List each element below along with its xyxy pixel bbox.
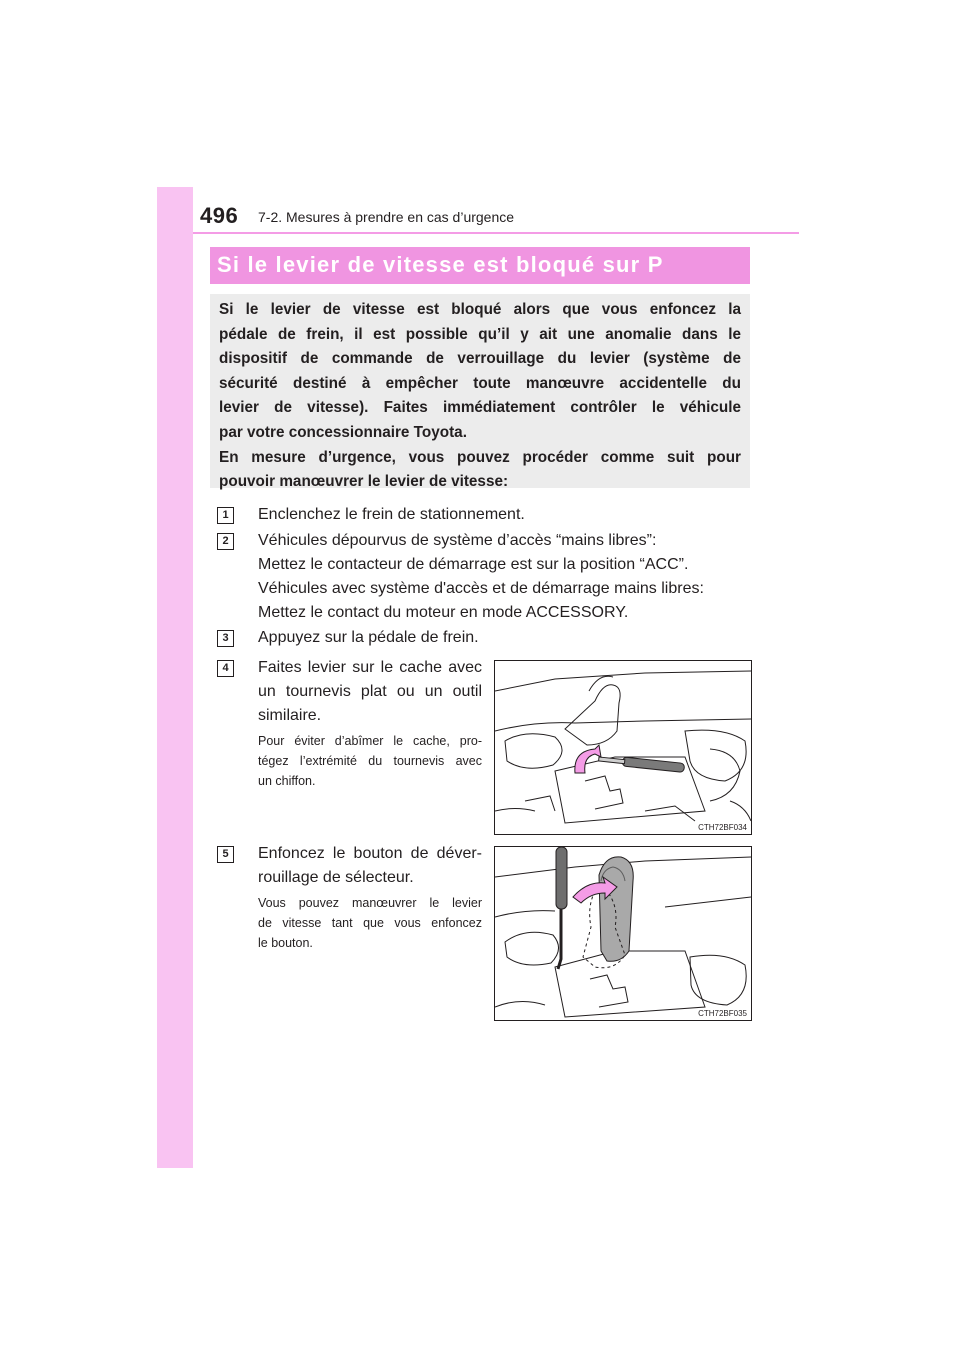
step-5-line: rouillage de sélecteur. — [258, 869, 414, 886]
intro-line: dispositif de commande de verrouillage du levier (système de — [219, 350, 741, 368]
step-2-line: Mettez le contacteur de démarrage est sur la position “ACC”. — [258, 556, 689, 573]
intro-box — [210, 294, 750, 491]
step-number-4: 4 — [217, 660, 234, 677]
step-5-note: Vous pouvez manœuvrer le levier — [258, 896, 482, 910]
step-4-note: tégez l’extrémité du tournevis avec — [258, 754, 482, 768]
step-4-note: un chiffon. — [258, 774, 316, 788]
figure-code: CTH72BF034 — [698, 823, 747, 832]
title-bar — [210, 247, 750, 284]
step-5-note: de vitesse tant que vous enfoncez — [258, 916, 482, 930]
release-button-illustration — [495, 847, 751, 1020]
intro-line: pouvoir manœuvrer le levier de vitesse: — [219, 473, 509, 491]
step-number-3: 3 — [217, 630, 234, 647]
step-4-line: Faites levier sur le cache avec — [258, 659, 482, 676]
step-4-note: Pour éviter d’abîmer le cache, pro- — [258, 734, 482, 748]
step-3-text: Appuyez sur la pédale de frein. — [258, 629, 479, 646]
intro-line: pédale de frein, il est possible qu’il y ait une anomalie dans le — [219, 325, 741, 343]
figure-code: CTH72BF035 — [698, 1009, 747, 1018]
step-2-line: Véhicules avec système d'accès et de démarrage mains libres: — [258, 580, 704, 597]
page-title: Si le levier de vitesse est bloqué sur P — [217, 252, 664, 277]
section-title: 7-2. Mesures à prendre en cas d’urgence — [258, 209, 515, 225]
step-number-1: 1 — [217, 507, 234, 524]
shift-lever-pry-illustration — [495, 661, 751, 834]
intro-line: par votre concessionnaire Toyota. — [219, 423, 467, 441]
step-2-line: Véhicules dépourvus de système d’accès “mains libres”: — [258, 532, 657, 549]
intro-line: levier de vitesse). Faites immédiatement contrôler le véhicule — [219, 399, 741, 417]
figure-step-5 — [494, 846, 752, 1021]
intro-line: sécurité destiné à empêcher toute manœuvre accidentelle du — [219, 374, 741, 392]
step-2-line: Mettez le contact du moteur en mode ACCESSORY. — [258, 604, 629, 621]
step-1-text: Enclenchez le frein de stationnement. — [258, 506, 525, 523]
figure-step-4 — [494, 660, 752, 835]
step-number-2: 2 — [217, 533, 234, 550]
step-5-line: Enfoncez le bouton de déver- — [258, 845, 482, 862]
header-rule — [193, 232, 799, 234]
step-4-line: similaire. — [258, 707, 322, 724]
chapter-side-strip — [157, 187, 193, 1168]
step-4-line: un tournevis plat ou un outil — [258, 683, 482, 700]
step-number-5: 5 — [217, 846, 234, 863]
intro-line: En mesure d’urgence, vous pouvez procéder comme suit pour — [219, 448, 741, 466]
intro-text — [219, 298, 741, 495]
step-5-note: le bouton. — [258, 936, 313, 950]
intro-line: Si le levier de vitesse est bloqué alors que vous enfoncez la — [219, 301, 741, 318]
page-number: 496 — [200, 203, 239, 228]
